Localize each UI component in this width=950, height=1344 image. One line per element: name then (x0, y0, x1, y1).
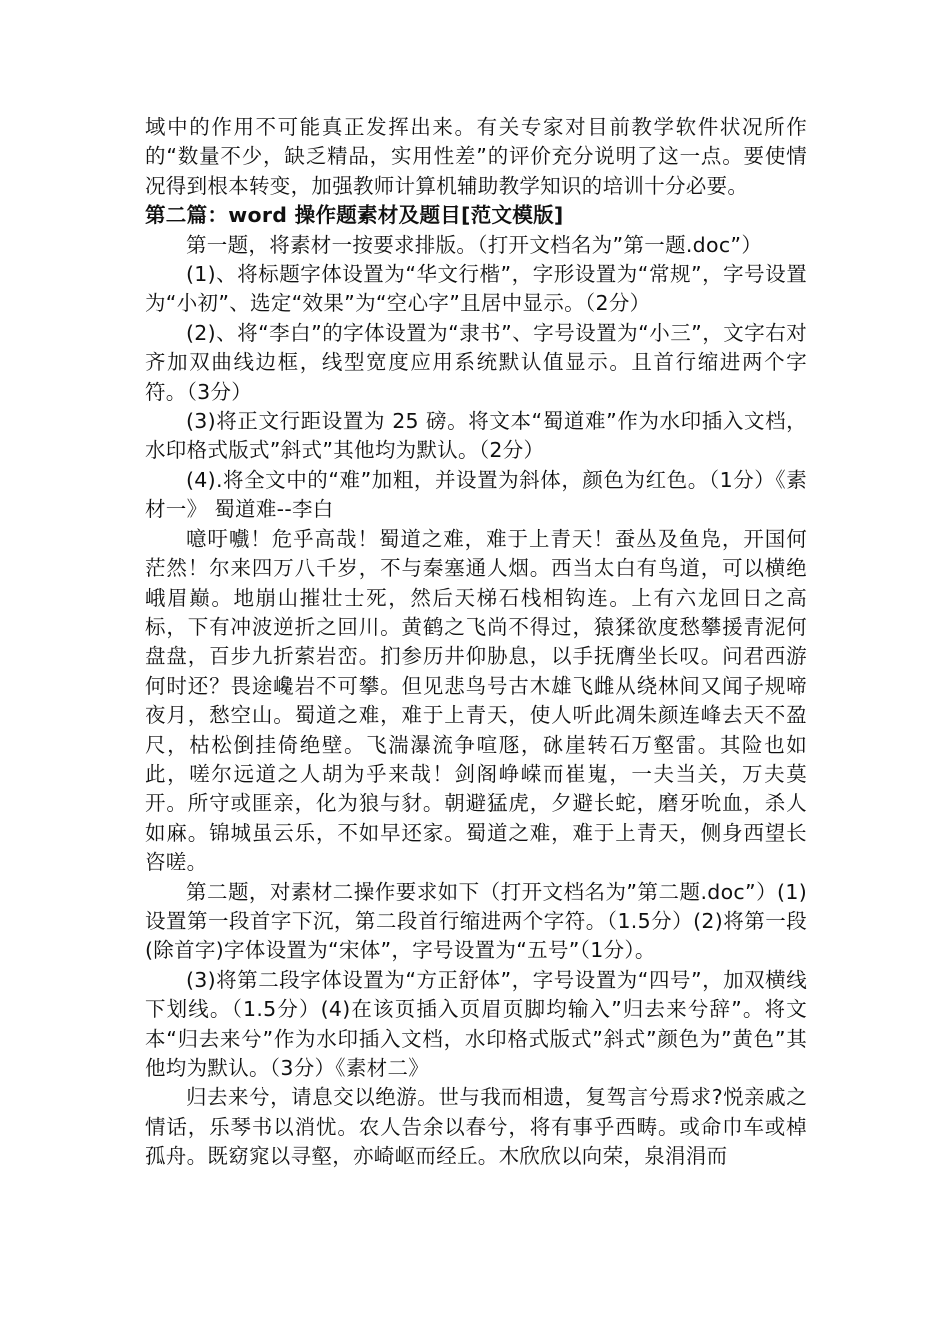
task-1-step-4: (4).将全文中的“难”加粗，并设置为斜体，颜色为红色。（1分）《素材一》 蜀道难--李白 (145, 467, 807, 522)
task-1-step-3: (3)将正文行距设置为 25 磅。将文本“蜀道难”作为水印插入文档，水印格式版式”斜式”其他均为默认。（2分） (145, 409, 807, 463)
section-heading: 第二篇：word 操作题素材及题目[范文模版] (145, 203, 564, 228)
task-1-intro: 第一题，将素材一按要求排版。（打开文档名为”第一题.doc”） (186, 232, 763, 257)
material-2-text: 归去来兮，请息交以绝游。世与我而相遗，复驾言兮焉求?悦亲戚之情话，乐琴书以消忧。农人告余以春兮，将有事乎西畴。或命巾车或棹孤舟。既窈窕以寻壑，亦崎岖而经丘。木欣欣以向荣，泉涓涓而 (145, 1085, 807, 1169)
task-2-steps: (3)将第二段字体设置为“方正舒体”，字号设置为“四号”，加双横线下划线。（1.5分）(4)在该页插入页眉页脚均输入”归去来兮辞”。将文本“归去来兮”作为水印插入文档，水印格式版式”斜式”颜色为”黄色”其他均为默认。（3分）《素材二》 (145, 967, 807, 1080)
body-paragraph: 域中的作用不可能真正发挥出来。有关专家对目前教学软件状况所作的“数量不少，缺乏精品，实用性差”的评价充分说明了这一点。要使情况得到根本转变，加强教师计算机辅助教学知识的培训十分必要。 (145, 115, 807, 198)
material-1-poem: 噫吁嚱！危乎高哉！蜀道之难，难于上青天！蚕丛及鱼凫，开国何茫然！尔来四万八千岁，不与秦塞通人烟。西当太白有鸟道，可以横绝峨眉巅。地崩山摧壮士死，然后天梯石栈相钩连。上有六龙回日之高标，下有冲波逆折之回川。黄鹤之飞尚不得过，猿猱欲度愁攀援青泥何盘盘，百步九折萦岩峦。扪参历井仰胁息，以手抚膺坐长叹。问君西游何时还？畏途巉岩不可攀。但见悲鸟号古木雄飞雌从绕林间又闻子规啼夜月，愁空山。蜀道之难，难于上青天，使人听此凋朱颜连峰去天不盈尺，枯松倒挂倚绝壁。飞湍瀑流争喧豗，砯崖转石万壑雷。其险也如此，嗟尔远道之人胡为乎来哉！剑阁峥嵘而崔嵬，一夫当关，万夫莫开。所守或匪亲，化为狼与豺。朝避猛虎，夕避长蛇，磨牙吮血，杀人如麻。锦城虽云乐，不如早还家。蜀道之难，难于上青天，侧身西望长咨嗟。 (145, 526, 807, 875)
task-1-step-2: (2)、将“李白”的字体设置为“隶书”、字号设置为“小三”，文字右对齐加双曲线边框，线型宽度应用系统默认值显示。且首行缩进两个字符。（3分） (145, 320, 807, 404)
document-page (145, 113, 807, 1172)
task-1-step-1: (1)、将标题字体设置为“华文行楷”，字形设置为“常规”，字号设置为“小初”、选定“效果”为“空心字”且居中显示。（2分） (145, 262, 807, 316)
task-2-intro: 第二题，对素材二操作要求如下（打开文档名为”第二题.doc”）(1)设置第一段首字下沉，第二段首行缩进两个字符。（1.5分）(2)将第一段(除首字)字体设置为“宋体”，字号设置为“五号”（1分）。 (145, 879, 807, 963)
